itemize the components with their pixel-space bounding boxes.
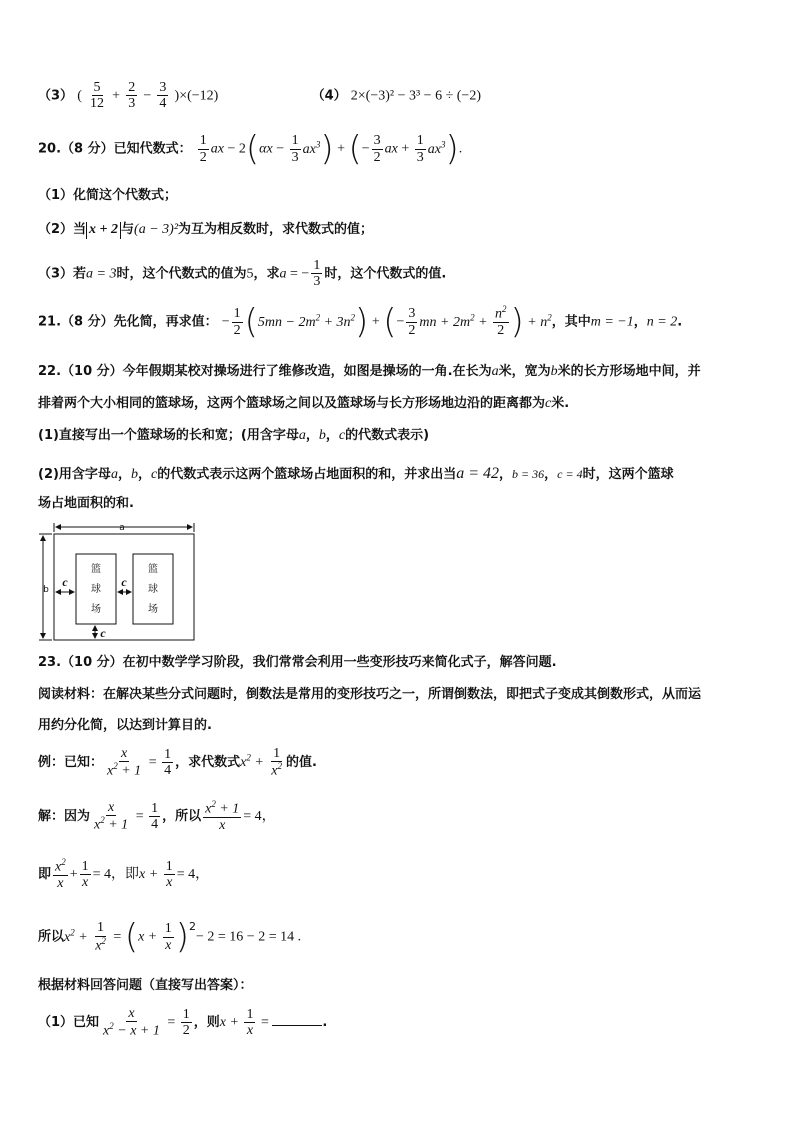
- term-alpha-x: αx: [259, 141, 273, 157]
- answer-blank[interactable]: [272, 1013, 322, 1026]
- label-c-middle: c: [121, 575, 127, 589]
- numerator: 1: [291, 133, 299, 149]
- x-plus: x +: [138, 929, 161, 945]
- minus-sign: −: [396, 314, 405, 330]
- denominator: x: [165, 937, 172, 953]
- solution-end: = 4，: [243, 809, 276, 825]
- q20-sub3-tail: 时，这个代数式的值.: [324, 266, 447, 282]
- fraction-third: [415, 133, 426, 165]
- q23-reading-1: 阅读材料：在解决某些分式问题时，倒数法是常用的变形技巧之一，所谓倒数法，即把式子变成其倒数形式，从而运: [38, 687, 702, 702]
- q22-part2-tail: 时，这两个篮球: [582, 467, 674, 482]
- denominator: 2: [199, 149, 207, 165]
- fraction-one-third: [311, 258, 322, 290]
- q22-line1: [38, 364, 756, 381]
- numerator: 1: [233, 306, 241, 322]
- fraction-1-over-x: [163, 921, 174, 953]
- fraction-one-quarter: [162, 747, 173, 779]
- big-paren-close: ): [355, 302, 369, 342]
- numerator: 2: [128, 80, 136, 95]
- q21-question: [38, 302, 756, 342]
- big-paren-open: (: [244, 302, 258, 342]
- q22-line2: [38, 396, 756, 413]
- x-squared: $x^2$ +: [64, 926, 92, 945]
- q20-question: [38, 129, 756, 169]
- fraction-x-over-quadratic: [101, 1006, 162, 1039]
- denominator: x: [166, 875, 173, 891]
- equals: =: [145, 755, 161, 771]
- sub1-mid: ，则: [193, 1015, 220, 1031]
- numerator: 3: [373, 133, 381, 149]
- q22-text-2: 米，宽为: [498, 364, 551, 379]
- var-b: b: [130, 467, 138, 482]
- q20-sub2-tail: 为互为相反数时，求代数式的值；: [178, 222, 374, 237]
- denominator: 3: [291, 149, 299, 165]
- big-paren-close: ): [510, 302, 524, 342]
- label-c-bottom: c: [100, 626, 106, 640]
- equals: =: [163, 1015, 179, 1031]
- example-mid: ，求代数式: [175, 755, 241, 771]
- denominator: $x^2 - x + 1$: [103, 1021, 160, 1040]
- fraction-1-over-x: [244, 1007, 255, 1039]
- term-ax3: $ax^3$: [427, 138, 446, 157]
- equals-minus: = −: [286, 266, 310, 282]
- part4-expression: 2×(−3)² − 3³ − 6 ÷ (−2): [350, 88, 481, 104]
- ji-end: = 4，: [176, 867, 210, 883]
- c-equals-4: c = 4: [557, 467, 583, 481]
- part3-tail: ×(−12): [179, 88, 219, 104]
- x-plus: x +: [139, 867, 162, 883]
- q19-parts: [38, 80, 756, 112]
- fraction-x-over-x2plus1: [105, 746, 143, 779]
- big-paren-open: (: [245, 129, 260, 169]
- ji-mid: = 4，即: [92, 867, 140, 883]
- denominator: 2: [182, 1023, 190, 1039]
- plus-sign: +: [112, 88, 121, 104]
- fraction-x-over-x2plus1: [92, 800, 130, 833]
- var-a: a: [298, 428, 306, 443]
- court-1-char-3: 场: [91, 604, 101, 615]
- q19-part3-label: （3）: [38, 88, 74, 104]
- label-a: a: [119, 523, 125, 533]
- numerator: $x^2$: [55, 857, 66, 875]
- var-c: c: [150, 467, 158, 482]
- sub1-label: （1）已知: [38, 1015, 100, 1031]
- denominator: $x^2 + 1$: [94, 815, 129, 834]
- var-b: b: [550, 364, 558, 379]
- q23-title: 23.（10 分）在初中数学学习阶段，我们常常会利用一些变形技巧来简化式子，解答问题.: [38, 655, 557, 670]
- q20-number: 20.（8 分）已知代数式：: [38, 141, 192, 157]
- q20-sub3-mid: 时，这个代数式的值为: [116, 266, 247, 282]
- minus-sign: −: [221, 314, 230, 330]
- numerator: x: [107, 800, 115, 815]
- fraction-half: [232, 306, 243, 338]
- fraction-3-half: [372, 133, 383, 165]
- big-paren-close: ): [320, 129, 334, 169]
- var-c: c: [338, 428, 346, 443]
- q22-part2-line2: 场占地面积的和.: [38, 496, 134, 511]
- plus-sign: +: [69, 867, 78, 883]
- court-2-char-3: 场: [148, 604, 158, 615]
- denominator: 3: [416, 149, 424, 165]
- q20-sub3: [38, 258, 756, 290]
- q22-part2: (2)用含字母a，b，c的代数式表示这两个篮球场占地面积的和，并求出当a = 42，b = 36，c = 4时，这两个篮球: [38, 465, 674, 482]
- equals: =: [132, 809, 148, 825]
- a-equals: a: [279, 266, 287, 282]
- court-1-char-2: 球: [91, 584, 101, 595]
- denominator: x: [57, 876, 64, 892]
- numerator: 3: [408, 306, 416, 322]
- denominator: 3: [313, 274, 321, 290]
- fraction-third: [290, 133, 301, 165]
- fraction-half: [181, 1007, 192, 1039]
- period: .: [677, 314, 683, 330]
- denominator: 2: [408, 322, 416, 338]
- fraction-1-over-x: [164, 859, 175, 891]
- q20-sub2: [38, 222, 756, 239]
- n-value: n = 2: [646, 314, 678, 330]
- poly-term: mn + $2m^2$ +: [419, 311, 492, 330]
- abs-x-plus-2: x + 2: [86, 222, 121, 239]
- term-ax3: $ax^3$: [302, 138, 321, 157]
- big-paren-close: ): [175, 917, 190, 957]
- example-label: 例：已知：: [38, 755, 104, 771]
- q23-result: [38, 917, 756, 957]
- solution-mid: ，所以: [162, 809, 202, 825]
- court-diagram: [38, 520, 198, 644]
- var-a: a: [110, 467, 118, 482]
- numerator: 1: [97, 920, 105, 936]
- result-end: − 2 = 16 − 2 = 14 .: [196, 929, 302, 945]
- court-1-char-1: 篮: [91, 564, 101, 575]
- fraction-half: [198, 133, 209, 165]
- sub1-end: .: [322, 1015, 328, 1031]
- court-2-char-2: 球: [148, 584, 158, 595]
- numerator: 1: [246, 1006, 254, 1022]
- numerator: 1: [164, 921, 172, 937]
- q22-part1-lead: (1)直接写出一个篮球场的长和宽；(用含字母: [38, 428, 299, 443]
- value-5: 5: [246, 266, 254, 282]
- square-expression: (a − 3)²: [134, 222, 179, 237]
- condition-a-eq-3: a = 3: [86, 266, 117, 282]
- fraction-1-over-x2: [93, 920, 108, 953]
- q23-example: [38, 746, 756, 779]
- numerator: 3: [159, 80, 167, 95]
- period: .: [458, 141, 463, 157]
- court-2-char-1: 篮: [148, 564, 158, 575]
- numerator: 1: [313, 258, 321, 273]
- denominator: x: [246, 1023, 254, 1039]
- exponent-2: 2: [189, 920, 197, 933]
- numerator: 5: [93, 80, 101, 95]
- minus-sign: −: [361, 141, 370, 157]
- q20-sub2-lead: （2）当: [38, 222, 87, 237]
- plus-sign: +: [368, 314, 384, 330]
- minus-sign: −: [143, 88, 152, 104]
- suoyi-label: 所以: [38, 929, 65, 945]
- solution-label: 解：因为: [38, 809, 91, 825]
- q22-text-4: 排着两个大小相同的篮球场，这两个篮球场之间以及篮球场与长方形场地边沿的距离都为: [38, 396, 546, 411]
- var-b: b: [318, 428, 326, 443]
- q22-part1: (1)直接写出一个篮球场的长和宽；(用含字母a，b，c的代数式表示): [38, 428, 430, 443]
- label-b: b: [43, 585, 49, 595]
- denominator: 2: [497, 323, 505, 339]
- numerator: 1: [81, 858, 89, 874]
- numerator: $n^2$: [495, 304, 507, 322]
- big-paren-open: (: [383, 302, 397, 342]
- example-end: 的值.: [286, 755, 317, 771]
- term-ax: ax: [210, 141, 224, 157]
- q23-solution: [38, 800, 756, 833]
- numerator: 1: [273, 746, 281, 761]
- q23-reading-2: 用约分化简，以达到计算目的.: [38, 718, 212, 733]
- numerator: 1: [199, 133, 207, 149]
- b-equals-36: b = 36: [512, 467, 545, 481]
- denominator: 12: [90, 96, 104, 112]
- big-paren-close: ): [445, 129, 459, 169]
- label-c-left: c: [62, 575, 68, 589]
- q21-number: 21.（8 分）先化简，再求值：: [38, 314, 218, 330]
- numerator: 1: [151, 800, 159, 816]
- ji-label: 即: [38, 867, 52, 883]
- fraction-1-over-x2: [269, 746, 284, 779]
- q19-part4-label: （4）: [311, 88, 347, 104]
- denominator: 4: [164, 763, 172, 779]
- denominator: x: [219, 818, 226, 834]
- fraction-1-over-x: [80, 859, 91, 891]
- minus-sign: −: [272, 141, 288, 157]
- minus-2: − 2: [223, 141, 246, 157]
- q20-sub3-ask: ，求: [253, 266, 280, 282]
- numerator: x: [120, 746, 128, 761]
- fraction-3-half: [406, 306, 417, 338]
- fraction-2-3: [126, 80, 137, 112]
- equals: =: [257, 1015, 273, 1031]
- denominator: $x^2$: [271, 761, 282, 780]
- numerator: 1: [164, 746, 172, 762]
- comma: ，: [633, 314, 647, 330]
- big-paren-open: (: [348, 129, 362, 169]
- numerator: $x^2 + 1$: [205, 799, 240, 817]
- q22-part1-tail: 的代数式表示): [345, 428, 430, 443]
- fraction-x2plus1-over-x: [203, 800, 241, 833]
- q22-part2-lead: (2)用含字母: [38, 467, 111, 482]
- q22-text-1: 22.（10 分）今年假期某校对操场进行了维修改造，如图是操场的一角.在长为: [38, 364, 492, 379]
- term-ax: ax: [384, 141, 398, 157]
- denominator: x: [82, 875, 89, 891]
- open-paren: (: [77, 88, 82, 104]
- numerator: x: [128, 1006, 135, 1021]
- denominator: 4: [159, 96, 167, 112]
- poly-term: $5mn - 2m^2 + 3n^2$: [257, 311, 356, 330]
- denominator: 2: [373, 149, 381, 165]
- a-equals-42: a = 42: [456, 465, 499, 482]
- plus-sign: +: [333, 141, 349, 157]
- numerator: 1: [165, 858, 173, 874]
- m-value: m = −1: [590, 314, 634, 330]
- big-paren-open: (: [124, 917, 139, 957]
- denominator: $x^2 + 1$: [107, 761, 142, 780]
- var-a: a: [491, 364, 499, 379]
- numerator: 1: [416, 133, 424, 149]
- q20-sub1: （1）化简这个代数式；: [38, 188, 178, 203]
- q23-answer-intro: 根据材料回答问题（直接写出答案）：: [38, 978, 253, 993]
- fraction-one-quarter: [149, 801, 160, 833]
- fraction-5-12: [88, 80, 106, 112]
- plus-n2: + $n^2$: [523, 311, 552, 330]
- q21-tail: ，其中: [551, 314, 591, 330]
- q23-step: [38, 858, 756, 891]
- denominator: 4: [151, 817, 159, 833]
- x-squared: $x^2$ +: [240, 752, 268, 771]
- q20-sub3-lead: （3）若: [38, 266, 87, 282]
- x-plus: x +: [219, 1015, 243, 1031]
- denominator: 2: [233, 322, 241, 338]
- fraction-x2-over-x: [53, 858, 68, 891]
- q23-sub1: [38, 1006, 756, 1039]
- fraction-n2-2: [493, 305, 509, 338]
- var-c: c: [545, 396, 552, 411]
- fraction-3-4: [157, 80, 168, 112]
- q22-part2-mid: 的代数式表示这两个篮球场占地面积的和，并求出当: [157, 467, 457, 482]
- close-paren: ): [174, 88, 180, 104]
- q22-text-3: 米的长方形场地中间，并: [557, 364, 701, 379]
- numerator: 1: [182, 1006, 190, 1022]
- q22-text-5: 米.: [551, 396, 570, 411]
- q20-sub2-and: 与: [121, 222, 135, 237]
- denominator: 3: [128, 96, 136, 112]
- plus-sign: +: [397, 141, 413, 157]
- equals: =: [109, 929, 125, 945]
- denominator: $x^2$: [95, 935, 106, 954]
